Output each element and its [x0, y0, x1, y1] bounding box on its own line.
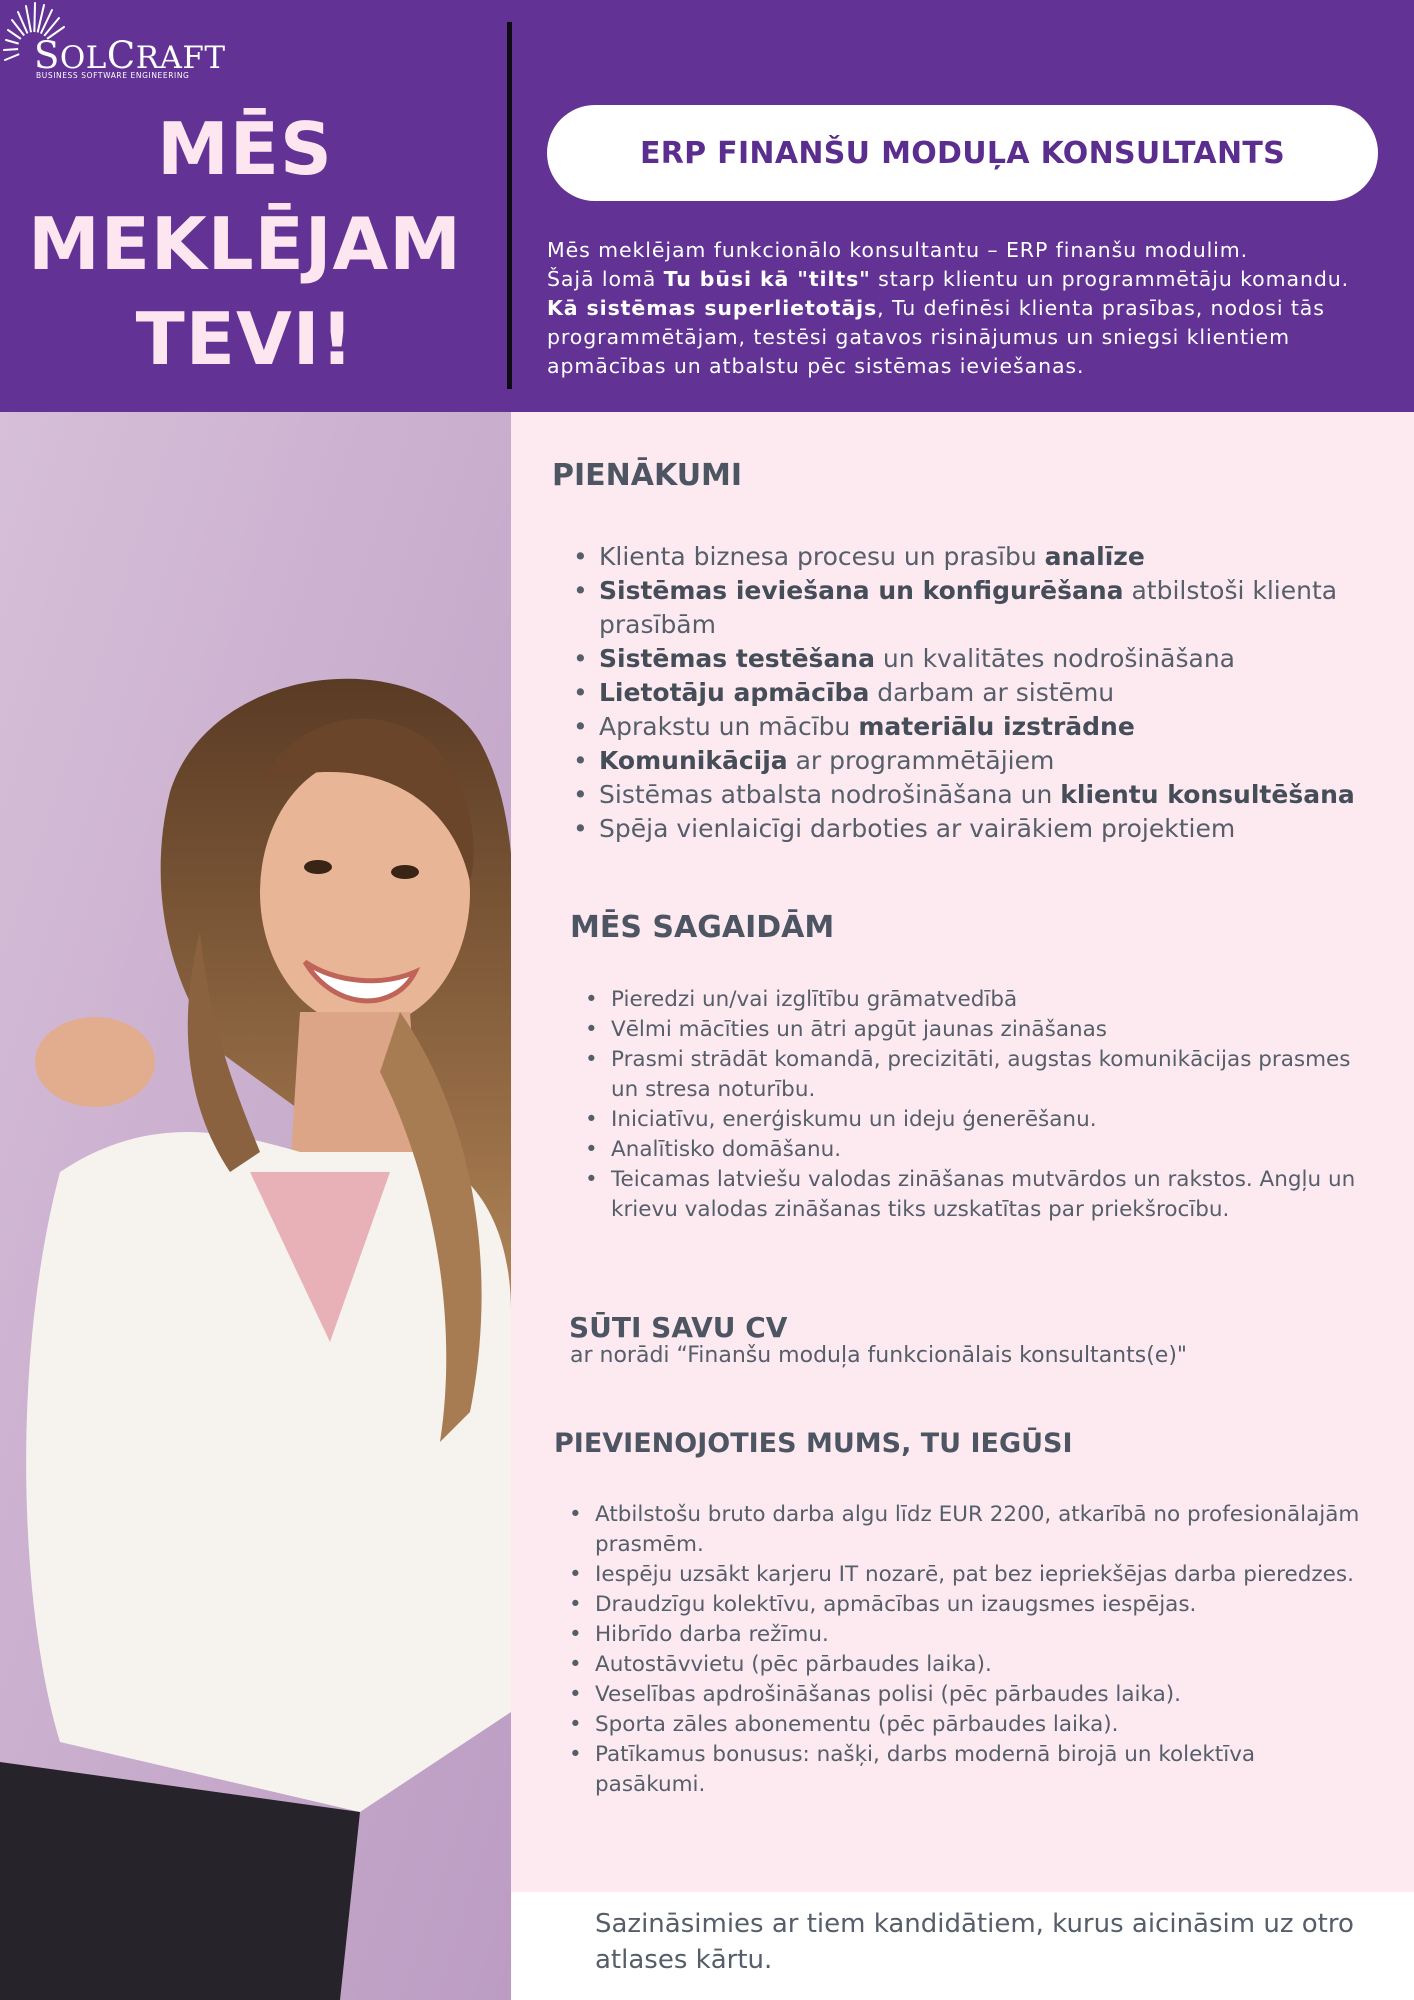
list-item: • Sporta zāles abonementu (pēc pārbaudes laika).: [563, 1710, 1363, 1740]
benefits-list: [563, 1500, 1363, 1800]
headline-line-2: MEKLĒJAM: [28, 202, 462, 286]
responsibilities-title: PIENĀKUMI: [552, 458, 743, 493]
intro-line: Mēs meklējam funkcionālo konsultantu – ERP finanšu modulim.: [547, 238, 1249, 262]
list-item: • Hibrīdo darba režīmu.: [563, 1620, 1363, 1650]
cv-note: ar norādi “Finanšu moduļa funkcionālais konsultants(e)": [570, 1343, 1188, 1368]
candidate-photo: [0, 412, 511, 2000]
list-item: • Sistēmas testēšana un kvalitātes nodrošināšana: [567, 642, 1367, 676]
intro-line: Šajā lomā Tu būsi kā "tilts" starp klientu un programmētāju komandu.: [547, 267, 1350, 291]
logo-wordmark: SOLCRAFT: [34, 34, 226, 77]
benefits-title: PIEVIENOJOTIES MUMS, TU IEGŪSI: [554, 1428, 1073, 1459]
list-item: • Aprakstu un mācību materiālu izstrādne: [567, 710, 1367, 744]
list-item: • Analītisko domāšanu.: [579, 1135, 1369, 1165]
job-title: ERP FINANŠU MODUĻA KONSULTANTS: [639, 135, 1286, 171]
list-item: • Atbilstošu bruto darba algu līdz EUR 2200, atkarībā no profesionālajām prasmēm.: [563, 1500, 1363, 1560]
list-item: • Patīkamus bonusus: našķi, darbs modernā birojā un kolektīva pasākumi.: [563, 1740, 1363, 1800]
page-headline: [0, 102, 490, 387]
list-item: • Pieredzi un/vai izglītību grāmatvedībā: [579, 985, 1369, 1015]
list-item: • Iniciatīvu, enerģiskumu un ideju ģenerēšanu.: [579, 1105, 1369, 1135]
headline-line-3: TEVI!: [135, 297, 355, 381]
list-item: • Klienta biznesa procesu un prasību analīze: [567, 540, 1367, 574]
solcraft-logo: [0, 0, 226, 90]
header-divider: [507, 22, 512, 389]
list-item: • Spēja vienlaicīgi darboties ar vairākiem projektiem: [567, 812, 1367, 846]
list-item: • Sistēmas ieviešana un konfigurēšana atbilstoši klienta prasībām: [567, 574, 1367, 642]
list-item: • Vēlmi mācīties un ātri apgūt jaunas zināšanas: [579, 1015, 1369, 1045]
list-item: • Teicamas latviešu valodas zināšanas mutvārdos un rakstos. Angļu un krievu valodas zināšanas tiks uzskatītas par priekšrocību.: [579, 1165, 1369, 1225]
list-item: • Iespēju uzsākt karjeru IT nozarē, pat bez iepriekšējas darba pieredzes.: [563, 1560, 1363, 1590]
cv-title: SŪTI SAVU CV: [569, 1311, 788, 1344]
intro-line: programmētājam, testēsi gatavos risinājumus un sniegsi klientiem: [547, 325, 1290, 349]
list-item: • Veselības apdrošināšanas polisi (pēc pārbaudes laika).: [563, 1680, 1363, 1710]
expectations-list: [579, 985, 1369, 1225]
list-item: • Autostāvvietu (pēc pārbaudes laika).: [563, 1650, 1363, 1680]
list-item: • Lietotāju apmācība darbam ar sistēmu: [567, 676, 1367, 710]
intro-line: apmācības un atbalstu pēc sistēmas ieviešanas.: [547, 354, 1085, 378]
responsibilities-list: [567, 540, 1367, 846]
logo-tagline: BUSINESS SOFTWARE ENGINEERING: [36, 71, 190, 80]
expectations-title: MĒS SAGAIDĀM: [570, 910, 835, 945]
headline-line-1: MĒS: [157, 107, 333, 191]
intro-line: Kā sistēmas superlietotājs, Tu definēsi klienta prasības, nodosi tās: [547, 296, 1325, 320]
list-item: • Prasmi strādāt komandā, precizitāti, augstas komunikācijas prasmes un stresa noturību.: [579, 1045, 1369, 1105]
list-item: • Komunikācija ar programmētājiem: [567, 744, 1367, 778]
footer-note: Sazināsimies ar tiem kandidātiem, kurus aicināsim uz otro atlases kārtu.: [595, 1909, 1354, 1975]
list-item: • Draudzīgu kolektīvu, apmācības un izaugsmes iespējas.: [563, 1590, 1363, 1620]
job-title-pill: [547, 105, 1378, 201]
intro-paragraph: [547, 236, 1407, 381]
list-item: • Sistēmas atbalsta nodrošināšana un klientu konsultēšana: [567, 778, 1367, 812]
